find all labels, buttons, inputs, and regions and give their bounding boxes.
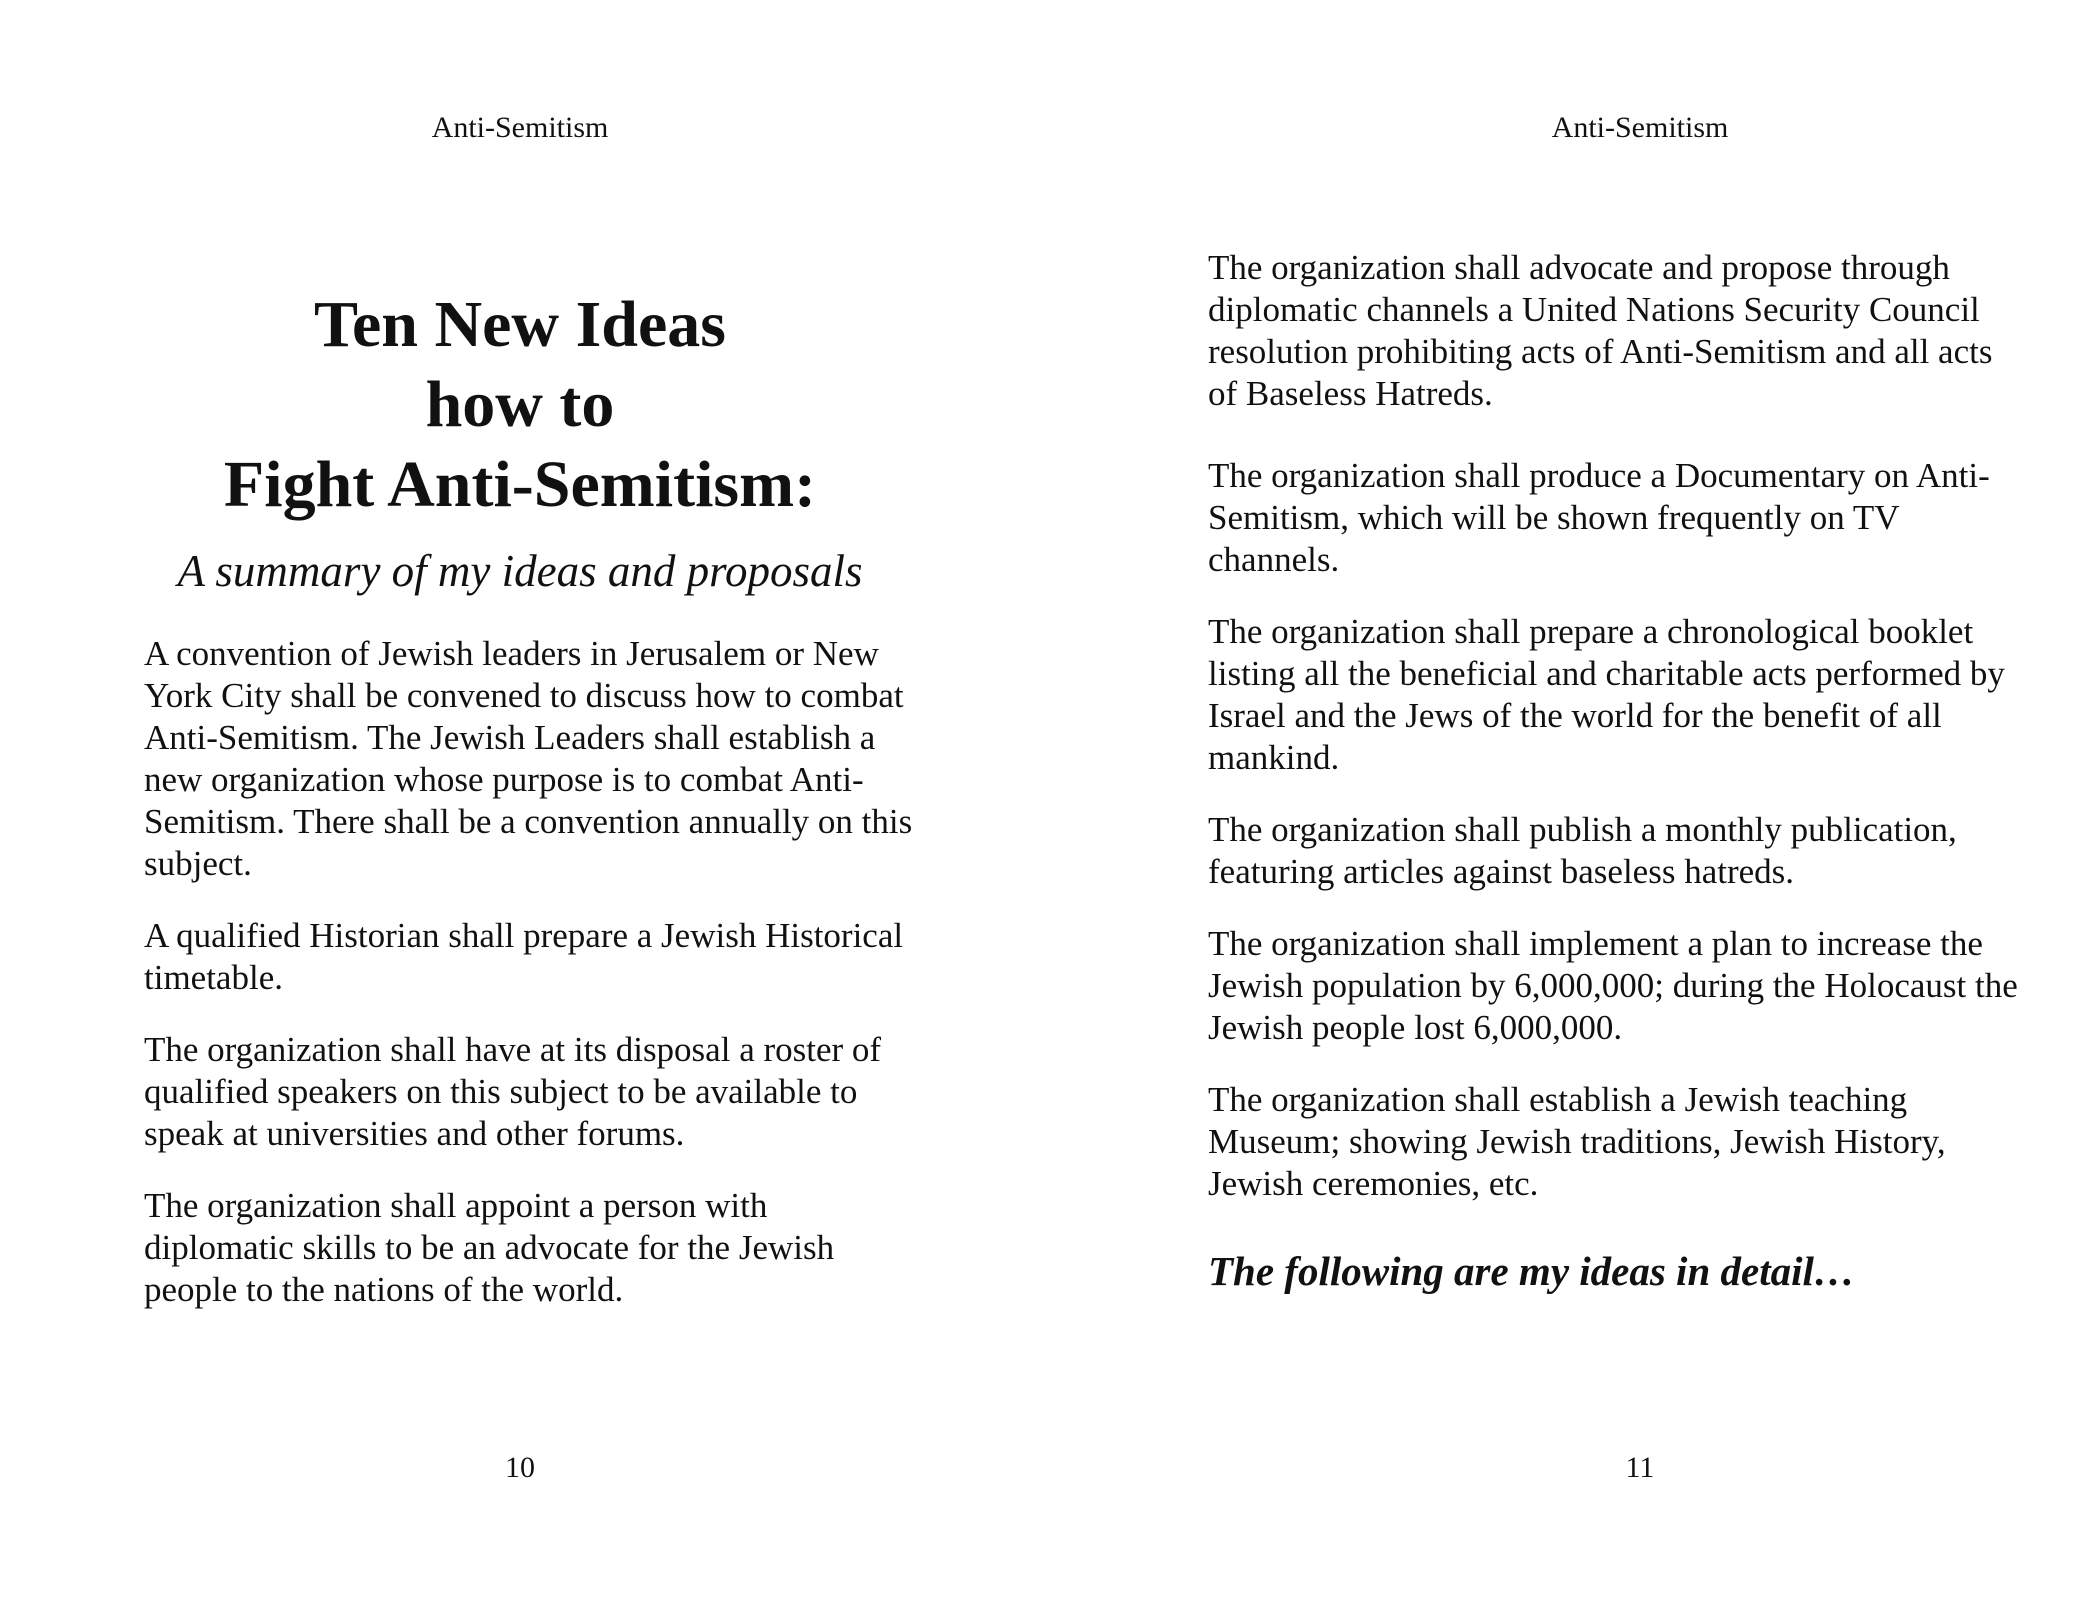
paragraph: The organization shall advocate and propose through diplomatic channels a United Nations Security Council resolution prohibiting acts of Anti-Semitism and all acts of Baseless Hatreds. [1208, 248, 1993, 413]
paragraph: The organization shall appoint a person with diplomatic skills to be an advocate for the Jewish people to the nations of the world. [144, 1186, 835, 1309]
title-line-3: Fight Anti-Semitism: [223, 448, 817, 521]
paragraph: A convention of Jewish leaders in Jerusalem or New York City shall be convened to discuss how to combat Anti-Semitism. The Jewish Leaders shall establish a new organization whose purpose is to combat Anti-Semitism. There shall be a convention annually on this subject. [144, 634, 913, 883]
closing-line: The following are my ideas in detail… [1208, 1248, 1855, 1294]
paragraph: The organization shall produce a Documentary on Anti-Semitism, which will be shown frequently on TV channels. [1208, 456, 1990, 579]
title-line-2: how to [425, 368, 615, 441]
paragraph: The organization shall establish a Jewish teaching Museum; showing Jewish traditions, Jewish History, Jewish ceremonies, etc. [1208, 1080, 1946, 1203]
page-number: 10 [505, 1451, 535, 1484]
paragraph: The organization shall publish a monthly publication, featuring articles against baseless hatreds. [1208, 810, 1957, 891]
left-body-text [144, 633, 914, 1341]
running-header: Anti-Semitism [431, 111, 609, 144]
paragraph: The organization shall implement a plan to increase the Jewish population by 6,000,000; during the Holocaust the Jewish people lost 6,000,000. [1208, 924, 2018, 1047]
chapter-subtitle: A summary of my ideas and proposals [177, 546, 863, 596]
running-header: Anti-Semitism [1551, 111, 1729, 144]
right-page [1050, 0, 2100, 1623]
chapter-title [140, 285, 900, 599]
paragraph: A qualified Historian shall prepare a Jewish Historical timetable. [144, 916, 904, 997]
title-line-1: Ten New Ideas [314, 288, 726, 361]
paragraph: The organization shall have at its disposal a roster of qualified speakers on this subject to be available to speak at universities and other forums. [144, 1030, 882, 1153]
paragraph: The organization shall prepare a chronological booklet listing all the beneficial and charitable acts performed by Israel and the Jews of the world for the benefit of all mankind. [1208, 612, 2005, 777]
page-number: 11 [1625, 1451, 1655, 1484]
right-body-text [1208, 247, 2018, 1295]
